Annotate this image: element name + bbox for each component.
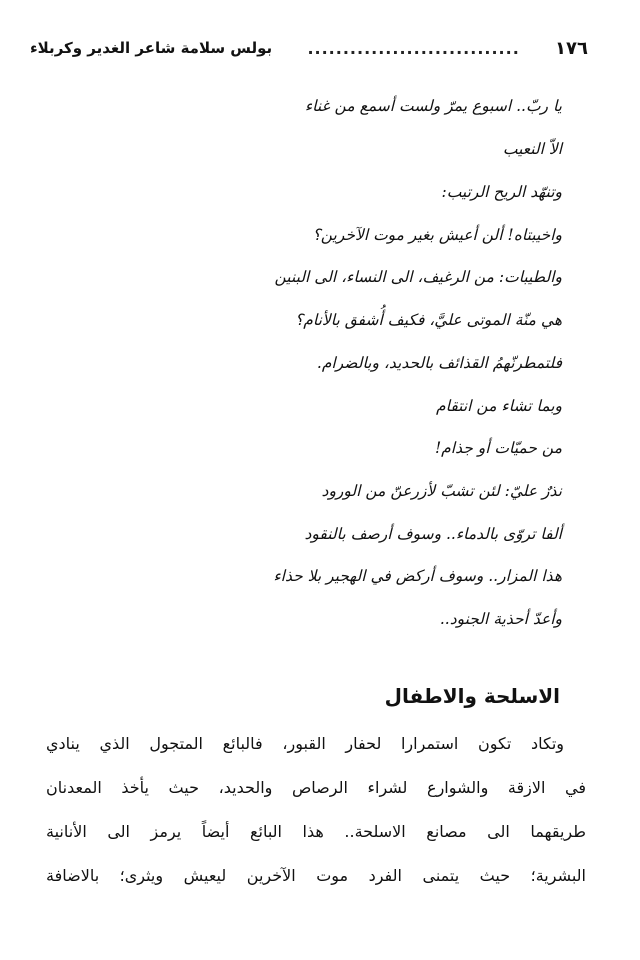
running-title: بولس سلامة شاعر الغدير وكربلاء <box>30 39 273 57</box>
poem-line: والطيبات: من الرغيف، الى النساء، الى البنين <box>274 268 562 286</box>
header-dot-leader: .............................. <box>307 38 520 58</box>
poem-line: فلتمطرنّهمُ القذائف بالحديد، وبالضرام. <box>316 354 562 372</box>
poem-line: يا ربّ.. اسبوع يمرّ ولست أسمع من غناء <box>304 97 562 115</box>
poem-line: ألفا تروّى بالدماء.. وسوف أرصف بالنقود <box>304 525 562 543</box>
page-number: ١٧٦ <box>555 37 588 59</box>
paragraph-line: في الازقة والشوارع لشراء الرصاص والحديد، حيث يأخذ المعدنان <box>46 778 586 797</box>
poem-line: هي منّة الموتى عليَّ، فكيف أُشفق بالأنام؟ <box>295 311 562 329</box>
poem-line: نذرٌ عليّ: لئن تشبّ لأزرعنّ من الورود <box>321 482 562 500</box>
section-heading: الاسلحة والاطفال <box>384 684 560 708</box>
paragraph-line: طريقهما الى مصانع الاسلحة.. هذا البائع أيضاً يرمز الى الأنانية <box>46 822 586 841</box>
poem-line: واخيبتاه! ألن أعيش بغير موت الآخرين؟ <box>312 226 562 244</box>
poem-line: وأعدّ أحذية الجنود.. <box>439 610 562 628</box>
page-header <box>30 34 588 62</box>
poem-line: وتنهّد الريح الرتيب: <box>441 183 562 201</box>
poem-line: هذا المزار.. وسوف أركض في الهجير بلا حذاء <box>273 567 562 585</box>
paragraph-line: البشرية؛ حيث يتمنى الفرد موت الآخرين ليعيش ويثرى؛ بالاضافة <box>46 866 586 885</box>
poem-line: وبما تشاء من انتقام <box>436 397 562 415</box>
paragraph-line: وتكاد تكون استمرارا لحفار القبور، فالبائع المتجول الذي ينادي <box>46 734 564 753</box>
poem-line: من حميّات أو جذام! <box>434 439 562 457</box>
poem-line: الاّ النعيب <box>502 140 562 158</box>
